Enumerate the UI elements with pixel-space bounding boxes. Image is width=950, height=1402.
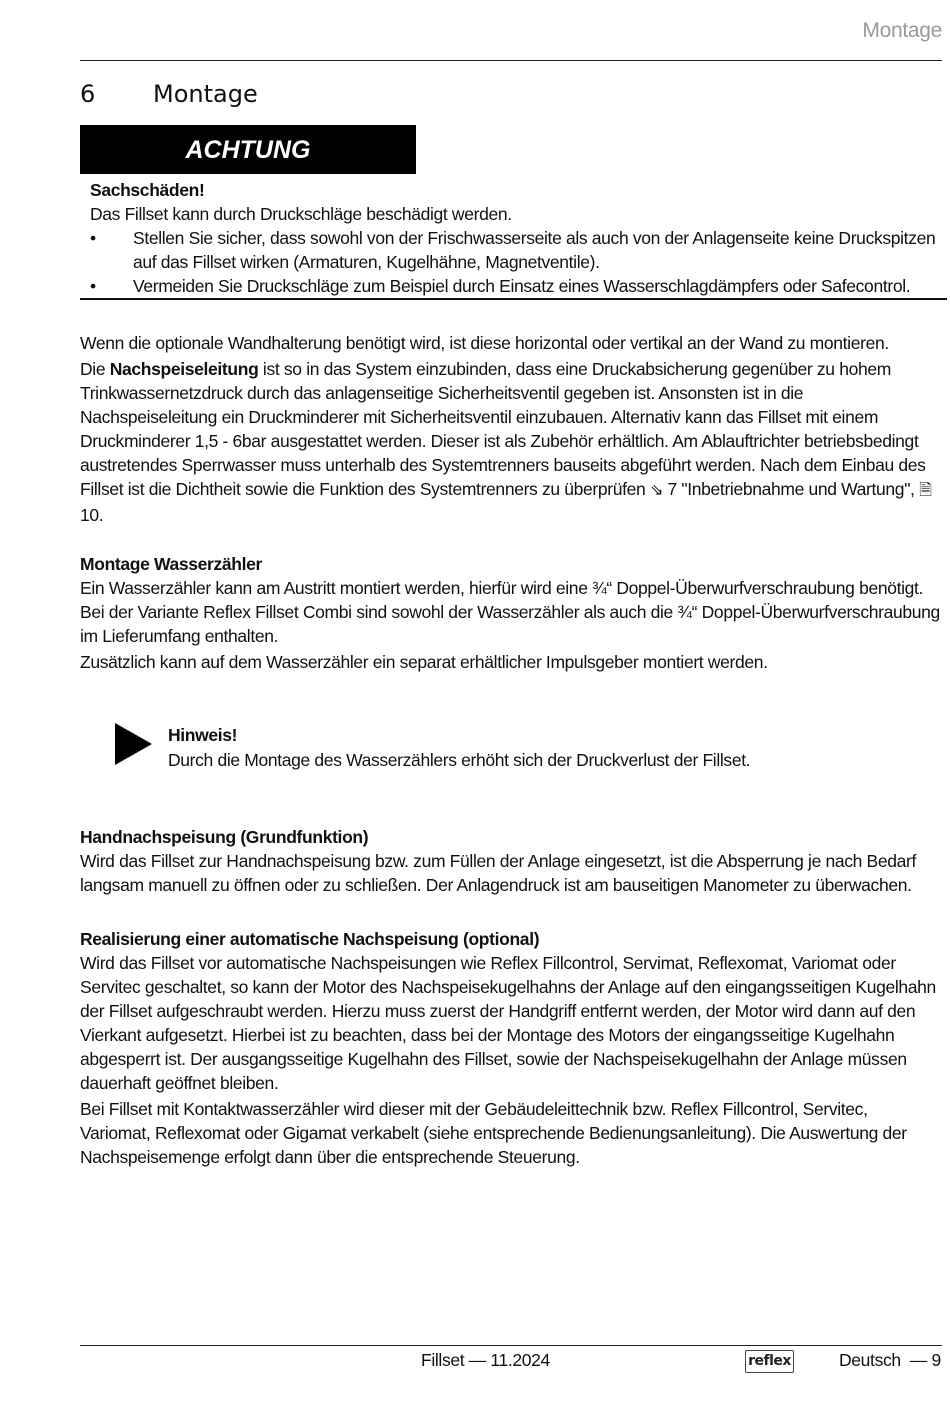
water-meter-paragraph-1: Ein Wasserzähler kann am Austritt montiert werden, hierfür wird eine ¾“ Doppel-Überwurfverschraubung benötigt. Bei der Variante Reflex Fillset Combi sind sowohl der Wasserzähler als auch die ¾“ Doppel-Überwurfverschraubung im Lieferumfang enthalten. — [80, 578, 940, 646]
intro-bold-term: Nachspeiseleitung — [109, 359, 259, 379]
intro-text: ist so in das System einzubinden, dass eine Druckabsicherung gegenüber zu hohem Trinkwassernetzdruck durch das anlagenseitige Sicherheitsventil gegeben ist. Ansonsten ist in die Nachspeiseleitung ein Druckminderer mit Sicherheitsventil einzubauen. Alternativ kann das Fillset mit einem Druckminderer 1,5 - 6bar ausgestattet werden. Dieser ist als Zubehör erhältlich. Am Ablauftrichter betriebsbedingt austretendes Sperrwasser muss unterhalb des Systemtrenners bauseits abgeführt werden. Nach dem Einbau des Fillset ist die Dichtheit sowie die Funktion des Systemtrenners zu überprüfen — [80, 359, 926, 499]
intro-section — [80, 331, 940, 529]
warning-block — [90, 178, 946, 298]
manual-refill-section — [80, 825, 940, 899]
auto-refill-paragraph-2: Bei Fillset mit Kontaktwasserzähler wird dieser mit der Gebäudeleittechnik bzw. Reflex Fillcontrol, Servitec, Variomat, Reflexomat oder Gigamat verkabelt (siehe entsprechende Bedienungsanleitung). Die Auswertung der Nachspeisemenge erfolgt dann über die entsprechende Steuerung. — [80, 1099, 907, 1167]
warning-item — [90, 226, 946, 274]
bullet-icon: • — [90, 228, 96, 248]
warning-list — [90, 226, 946, 298]
auto-refill-heading: Realisierung einer automatische Nachspeisung (optional) — [80, 929, 540, 949]
auto-refill-paragraph-1: Wird das Fillset vor automatische Nachspeisungen wie Reflex Fillcontrol, Servimat, Reflexomat, Variomat oder Servitec geschaltet, so kann der Motor des Nachspeisekugelhahns der Anlage auf den eingangsseitigen Kugelhahn der Fillset aufgeschraubt werden. Hierzu muss zuerst der Handgriff entfernt werden, der Motor wird dann auf den Vierkant aufgesetzt. Hierbei ist zu beachten, dass bei der Montage des Motors der eingangsseitige Kugelhahn abgesperrt ist. Der ausgangsseitige Kugelhahn des Fillset, sowie der Nachspeisekugelhahn der Anlage müssen dauerhaft geöffnet bleiben. — [80, 953, 936, 1093]
warning-title: Sachschäden! — [90, 180, 205, 200]
bullet-icon: • — [90, 276, 96, 296]
reflex-logo: reflex — [745, 1350, 794, 1373]
footer-language: Deutsch — [839, 1350, 901, 1370]
header-rule — [80, 60, 942, 61]
footer-page-number: — 9 — [909, 1350, 941, 1370]
warning-rule — [80, 298, 947, 300]
page-reference-icon: 🗎 — [919, 482, 932, 499]
hint-title: Hinweis! — [168, 725, 238, 745]
hint-text: Durch die Montage des Wasserzählers erhöht sich der Druckverlust der Fillset. — [168, 750, 751, 770]
warning-item-text: Stellen Sie sicher, dass sowohl von der Frischwasserseite als auch von der Anlagenseite keine Druckspitzen auf das Fillset wirken (Armaturen, Kugelhähne, Magnetventile). — [133, 228, 936, 272]
water-meter-section — [80, 552, 940, 676]
hint-triangle-icon — [115, 723, 152, 765]
cross-reference-link[interactable]: 7 "Inbetriebnahme und Wartung", — [663, 479, 915, 499]
warning-label: ACHTUNG — [185, 136, 311, 164]
auto-refill-section — [80, 927, 940, 1171]
footer-rule — [80, 1345, 942, 1346]
chapter-heading — [80, 80, 258, 108]
warning-text: Das Fillset kann durch Druckschläge beschädigt werden. — [90, 204, 512, 224]
chapter-title: Montage — [153, 80, 258, 108]
hint-block — [168, 723, 750, 773]
intro-paragraph-2 — [80, 357, 940, 527]
chapter-number: 6 — [80, 80, 96, 108]
footer-document-info: Fillset — 11.2024 — [421, 1350, 550, 1370]
intro-text: Die — [80, 359, 110, 379]
page-reference-link[interactable]: 10. — [80, 505, 104, 525]
manual-refill-heading: Handnachspeisung (Grundfunktion) — [80, 827, 369, 847]
warning-item — [90, 274, 946, 298]
warning-item-text: Vermeiden Sie Druckschläge zum Beispiel durch Einsatz eines Wasserschlagdämpfers oder Safecontrol. — [133, 276, 911, 296]
running-header: Montage — [862, 19, 942, 42]
warning-label-box — [80, 125, 416, 174]
footer-page-info — [839, 1350, 941, 1371]
intro-paragraph-1: Wenn die optionale Wandhalterung benötigt wird, ist diese horizontal oder vertikal an der Wand zu montieren. — [80, 333, 889, 353]
cross-reference-icon: ⇘ — [649, 482, 663, 499]
water-meter-heading: Montage Wasserzähler — [80, 554, 262, 574]
manual-refill-paragraph: Wird das Fillset zur Handnachspeisung bzw. zum Füllen der Anlage eingesetzt, ist die Absperrung je nach Bedarf langsam manuell zu öffnen oder zu schließen. Der Anlagendruck ist am bauseitigen Manometer zu überwachen. — [80, 851, 917, 895]
water-meter-paragraph-2: Zusätzlich kann auf dem Wasserzähler ein separat erhältlicher Impulsgeber montiert werden. — [80, 652, 768, 672]
